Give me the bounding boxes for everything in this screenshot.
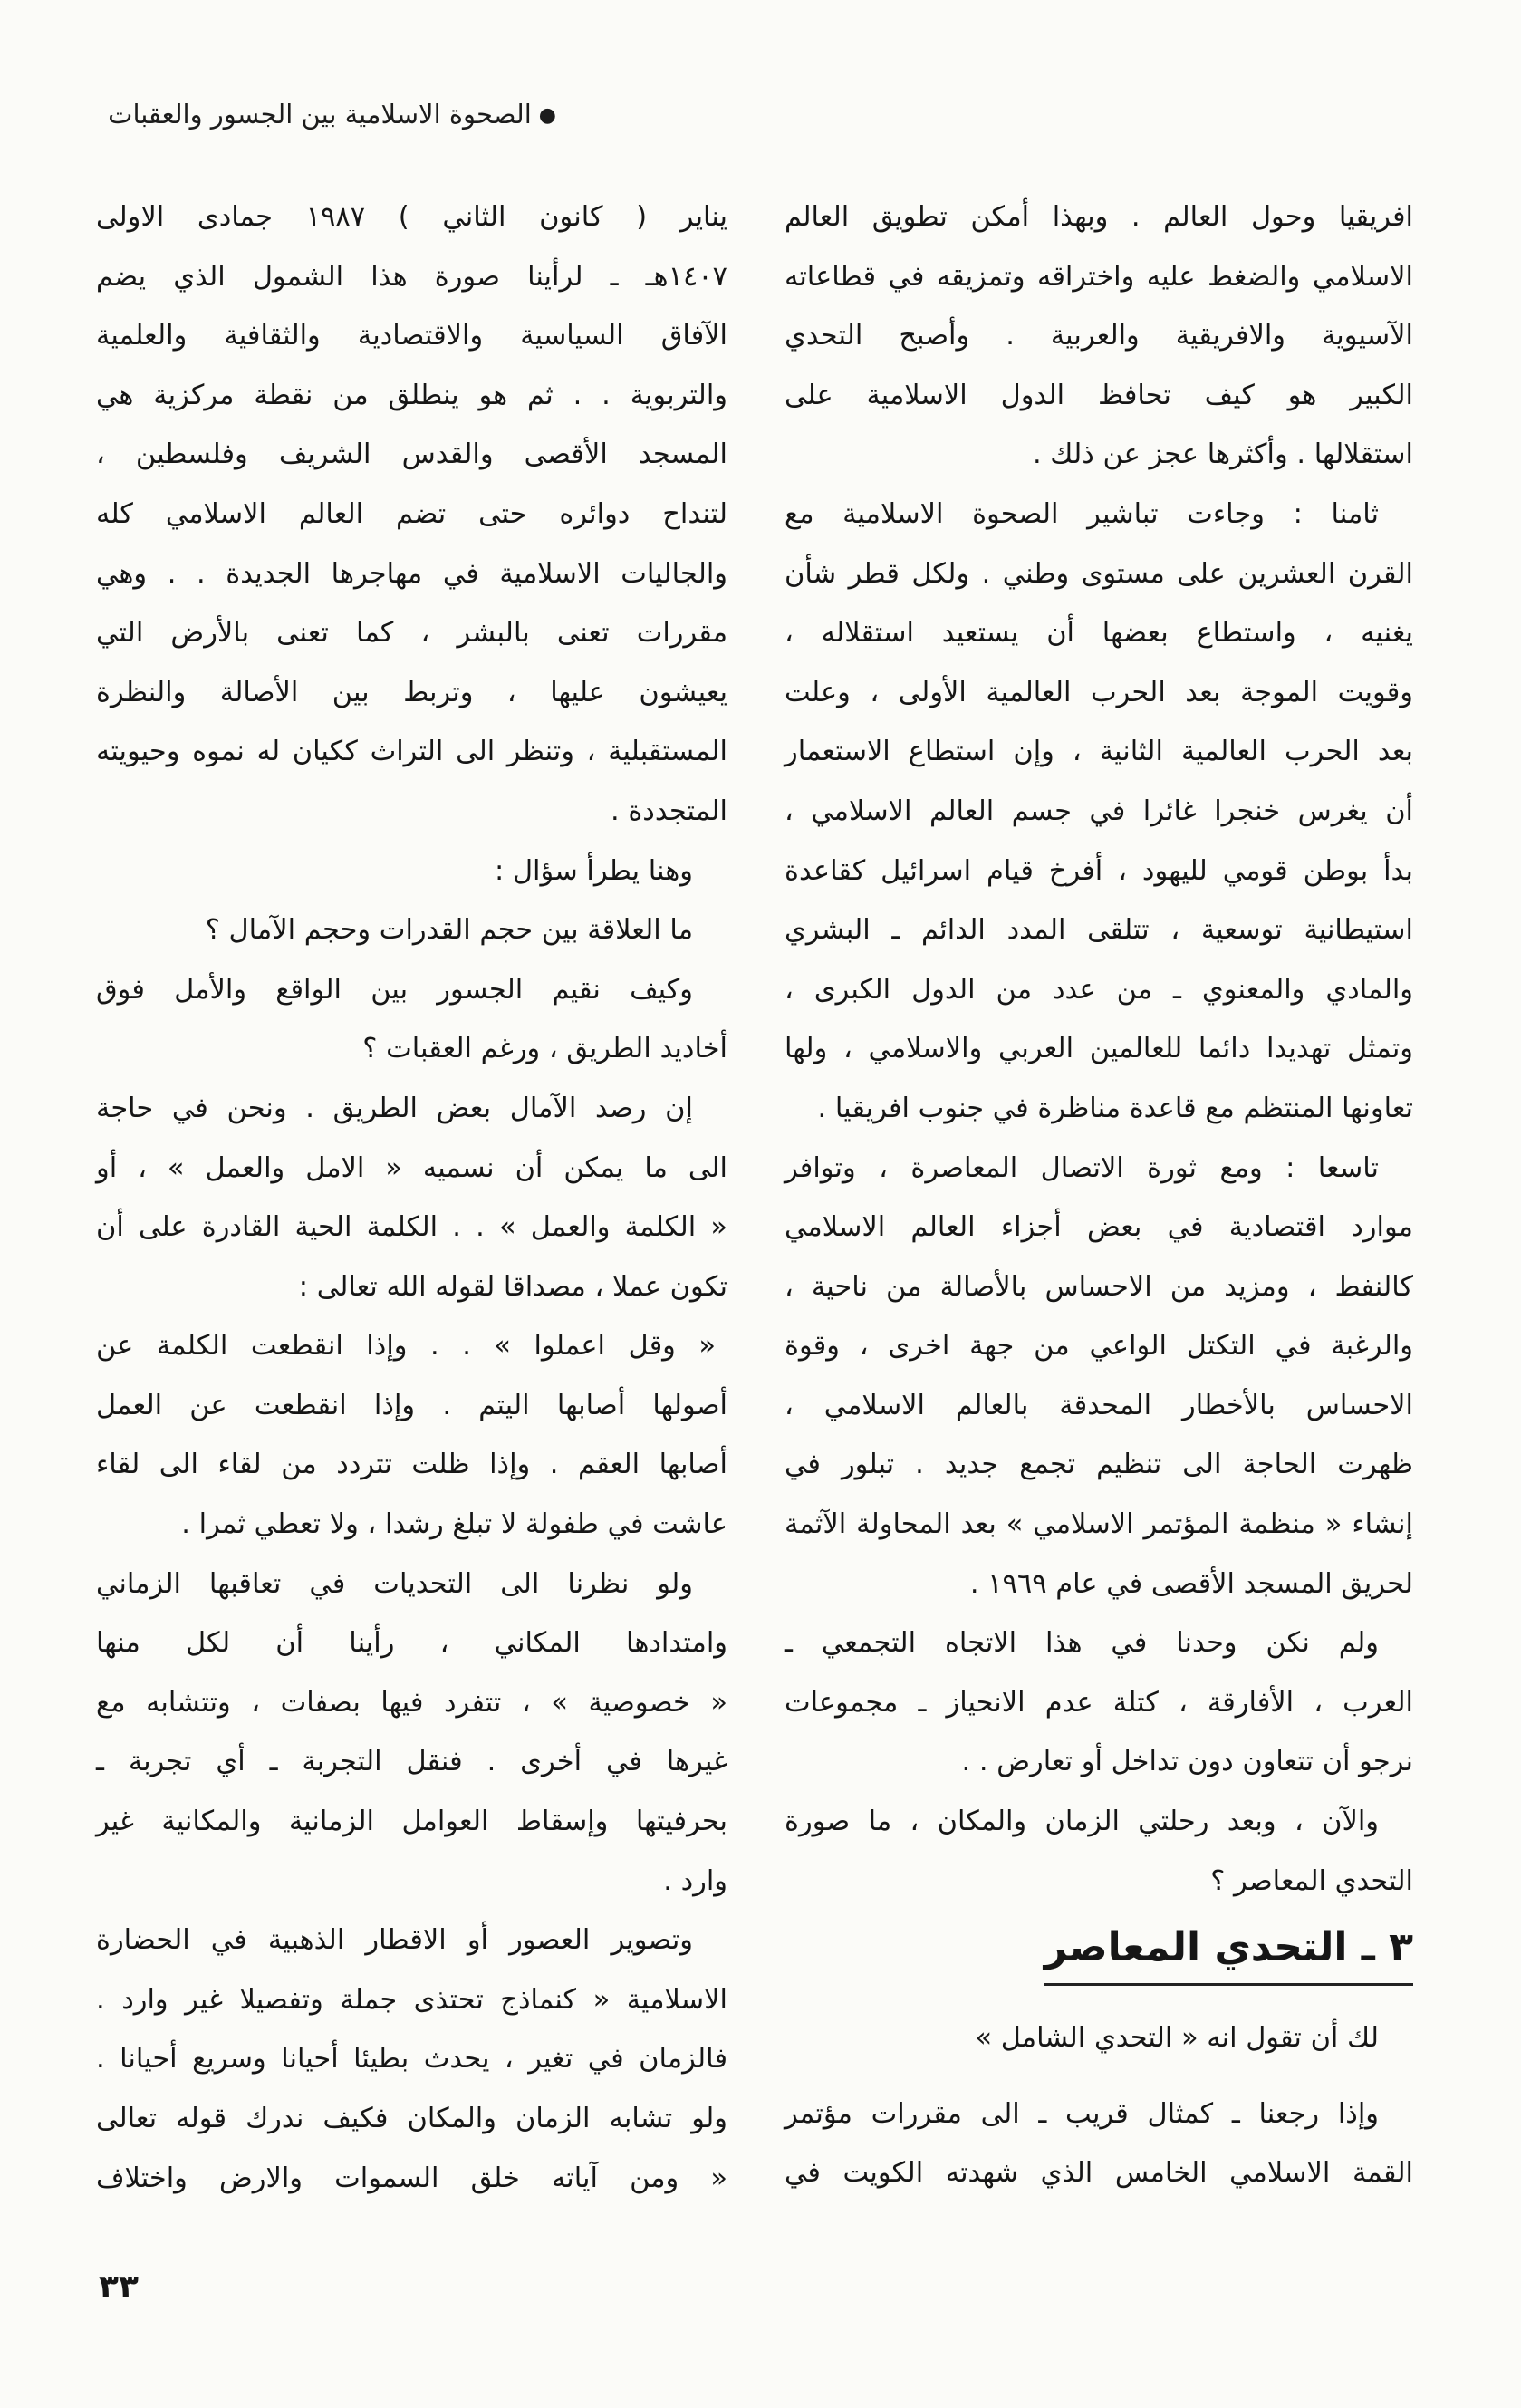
paragraph [96, 1911, 727, 2208]
text-line: استيطانية توسعية ، تتلقى المدد الدائم ـ البشري [785, 914, 1413, 947]
paragraph [96, 842, 727, 901]
text-line: غيرها في أخرى . فنقل التجربة ـ أي تجربة ـ [96, 1746, 727, 1778]
text-line: الآسيوية والافريقية والعربية . وأصبح التحدي [785, 320, 1413, 352]
text-line: افريقيا وحول العالم . وبهذا أمكن تطويق العالم [785, 201, 1413, 233]
paragraph [96, 1316, 727, 1554]
text-line: ما العلاقة بين حجم القدرات وحجم الآمال ؟ [205, 914, 693, 947]
text-line: العرب ، الأفارقة ، كتلة عدم الانحياز ـ مجموعات [785, 1686, 1413, 1719]
text-line: إن رصد الآمال بعض الطريق . ونحن في حاجة [96, 1092, 693, 1124]
text-line: الى ما يمكن أن نسميه « الامل والعمل » ، أو [96, 1151, 727, 1184]
text-line: أن يغرس خنجرا غائرا في جسم العالم الاسلامي ، [785, 795, 1413, 827]
running-header-title: الصحوة الاسلامية بين الجسور والعقبات [108, 99, 532, 130]
paragraph [96, 960, 727, 1079]
text-line: لحريق المسجد الأقصى في عام ١٩٦٩ . [969, 1567, 1413, 1600]
text-line: تاسعا : ومع ثورة الاتصال المعاصرة ، وتوافر [785, 1151, 1379, 1184]
paragraph [96, 1079, 727, 1316]
right-column [785, 188, 1413, 2203]
text-line: وهنا يطرأ سؤال : [495, 854, 693, 887]
text-line: وإذا رجعنا ـ كمثال قريب ـ الى مقررات مؤتمر [785, 2097, 1379, 2130]
text-line: ظهرت الحاجة الى تنظيم تجمع جديد . تبلور في [785, 1449, 1413, 1481]
text-line: القمة الاسلامي الخامس الذي شهدته الكويت في [785, 2157, 1413, 2190]
paragraph [785, 1792, 1413, 1911]
text-line: المستقبلية ، وتنظر الى التراث ككيان له نموه وحيويته [96, 736, 727, 768]
text-line: إنشاء « منظمة المؤتمر الاسلامي » بعد المحاولة الآثمة [785, 1508, 1413, 1541]
text-line: عاشت في طفولة لا تبلغ رشدا ، ولا تعطي ثمرا . [181, 1508, 727, 1541]
text-line: كالنفط ، ومزيد من الاحساس بالأصالة من ناحية ، [785, 1270, 1413, 1303]
text-line: تعاونها المنتظم مع قاعدة مناظرة في جنوب افريقيا . [817, 1092, 1413, 1124]
text-line: المسجد الأقصى والقدس الشريف وفلسطين ، [96, 438, 727, 471]
text-line: أخاديد الطريق ، ورغم العقبات ؟ [362, 1033, 727, 1065]
paragraph [785, 1613, 1413, 1792]
text-line: أصولها أصابها اليتم . وإذا انقطعت عن العمل [96, 1389, 727, 1421]
text-line: « خصوصية » ، تتفرد فيها بصفات ، وتتشابه مع [96, 1686, 727, 1719]
text-line: استقلالها . وأكثرها عجز عن ذلك . [1032, 438, 1413, 471]
paragraph [96, 901, 727, 960]
running-header [108, 94, 556, 136]
text-line: وتمثل تهديدا دائما للعالمين العربي والاسلامي ، ولها [785, 1033, 1413, 1065]
text-line: وقويت الموجة بعد الحرب العالمية الأولى ، وعلت [785, 676, 1413, 708]
text-line: تكون عملا ، مصداقا لقوله الله تعالى : [298, 1270, 727, 1303]
text-line: بدأ بوطن قومي لليهود ، أفرخ قيام اسرائيل كقاعدة [785, 854, 1413, 887]
text-line: يعيشون عليها ، وتربط بين الأصالة والنظرة [96, 676, 727, 708]
paragraph [96, 188, 727, 842]
text-line: القرن العشرين على مستوى وطني . ولكل قطر شأن [785, 557, 1413, 590]
section-body [785, 2008, 1413, 2203]
text-line: وتصوير العصور أو الاقطار الذهبية في الحضارة [96, 1924, 693, 1957]
page-number: ٣٣ [99, 2268, 139, 2306]
text-line: لك أن تقول انه « التحدي الشامل » [975, 2022, 1379, 2055]
paragraph [785, 188, 1413, 485]
text-line: الاحساس بالأخطار المحدقة بالعالم الاسلامي ، [785, 1389, 1413, 1421]
text-line: ثامنا : وجاءت تباشير الصحوة الاسلامية مع [785, 497, 1379, 530]
text-line: فالزمان في تغير ، يحدث بطيئا أحيانا وسريع أحيانا . [96, 2043, 727, 2076]
section-heading-block [785, 1914, 1413, 1986]
paragraph [785, 1139, 1413, 1614]
paragraph [785, 485, 1413, 1139]
text-line: يناير ( كانون الثاني ) ١٩٨٧ جمادى الاولى [96, 201, 727, 233]
text-line: يغنيه ، واستطاع بعضها أن يستعيد استقلاله ، [785, 617, 1413, 650]
text-line: والتربوية . . ثم هو ينطلق من نقطة مركزية هي [96, 379, 727, 411]
text-line: « وقل اعملوا » . . وإذا انقطعت الكلمة عن [96, 1330, 716, 1363]
text-line: والمادي والمعنوي ـ من عدد من الدول الكبرى ، [785, 973, 1413, 1006]
text-line: ولو نظرنا الى التحديات في تعاقبها الزماني [96, 1567, 693, 1600]
text-line: لتنداح دوائره حتى تضم العالم الاسلامي كله [96, 497, 727, 530]
bullet-icon: ● [538, 104, 556, 127]
text-line: وكيف نقيم الجسور بين الواقع والأمل فوق [96, 973, 693, 1006]
text-line: والجاليات الاسلامية في مهاجرها الجديدة . . وهي [96, 557, 727, 590]
paragraph [785, 2008, 1413, 2068]
text-line: الآفاق السياسية والاقتصادية والثقافية والعلمية [96, 320, 727, 352]
text-line: ولم نكن وحدنا في هذا الاتجاه التجمعي ـ [785, 1627, 1379, 1660]
text-line: والآن ، وبعد رحلتي الزمان والمكان ، ما صورة [785, 1806, 1379, 1838]
text-line: والرغبة في التكتل الواعي من جهة اخرى ، وقوة [785, 1330, 1413, 1363]
text-line: ولو تشابه الزمان والمكان فكيف ندرك قوله تعالى [96, 2103, 727, 2134]
text-line: وارد . [663, 1864, 727, 1897]
text-line: « ومن آياته خلق السموات والارض واختلاف [96, 2162, 727, 2194]
paragraph [96, 1555, 727, 1912]
section-heading: ٣ ـ التحدي المعاصر [1044, 1914, 1413, 1986]
text-line: ١٤٠٧هـ ـ لرأينا صورة هذا الشمول الذي يضم [96, 260, 727, 293]
text-line: بحرفيتها وإسقاط العوامل الزمانية والمكانية غير [96, 1806, 727, 1838]
paragraph [785, 2085, 1413, 2203]
text-line: « الكلمة والعمل » . . الكلمة الحية القادرة على أن [96, 1211, 727, 1244]
text-line: بعد الحرب العالمية الثانية ، وإن استطاع الاستعمار [785, 736, 1413, 768]
text-line: أصابها العقم . وإذا ظلت تتردد من لقاء الى لقاء [96, 1449, 727, 1481]
text-line: الاسلامية « كنماذج تحتذى جملة وتفصيلا غير وارد . [96, 1983, 727, 2016]
text-line: وامتدادها المكاني ، رأينا أن لكل منها [96, 1627, 727, 1660]
text-line: الكبير هو كيف تحافظ الدول الاسلامية على [785, 379, 1413, 411]
left-column [96, 188, 727, 2208]
text-line: مقررات تعنى بالبشر ، كما تعنى بالأرض التي [96, 617, 727, 650]
text-line: المتجددة . [611, 795, 727, 827]
text-line: الاسلامي والضغط عليه واختراقه وتمزيقه في قطاعاته [785, 260, 1413, 293]
text-line: موارد اقتصادية في بعض أجزاء العالم الاسلامي [785, 1211, 1413, 1244]
text-line: نرجو أن تتعاون دون تداخل أو تعارض . . [961, 1746, 1413, 1778]
text-line: التحدي المعاصر ؟ [1210, 1864, 1413, 1897]
